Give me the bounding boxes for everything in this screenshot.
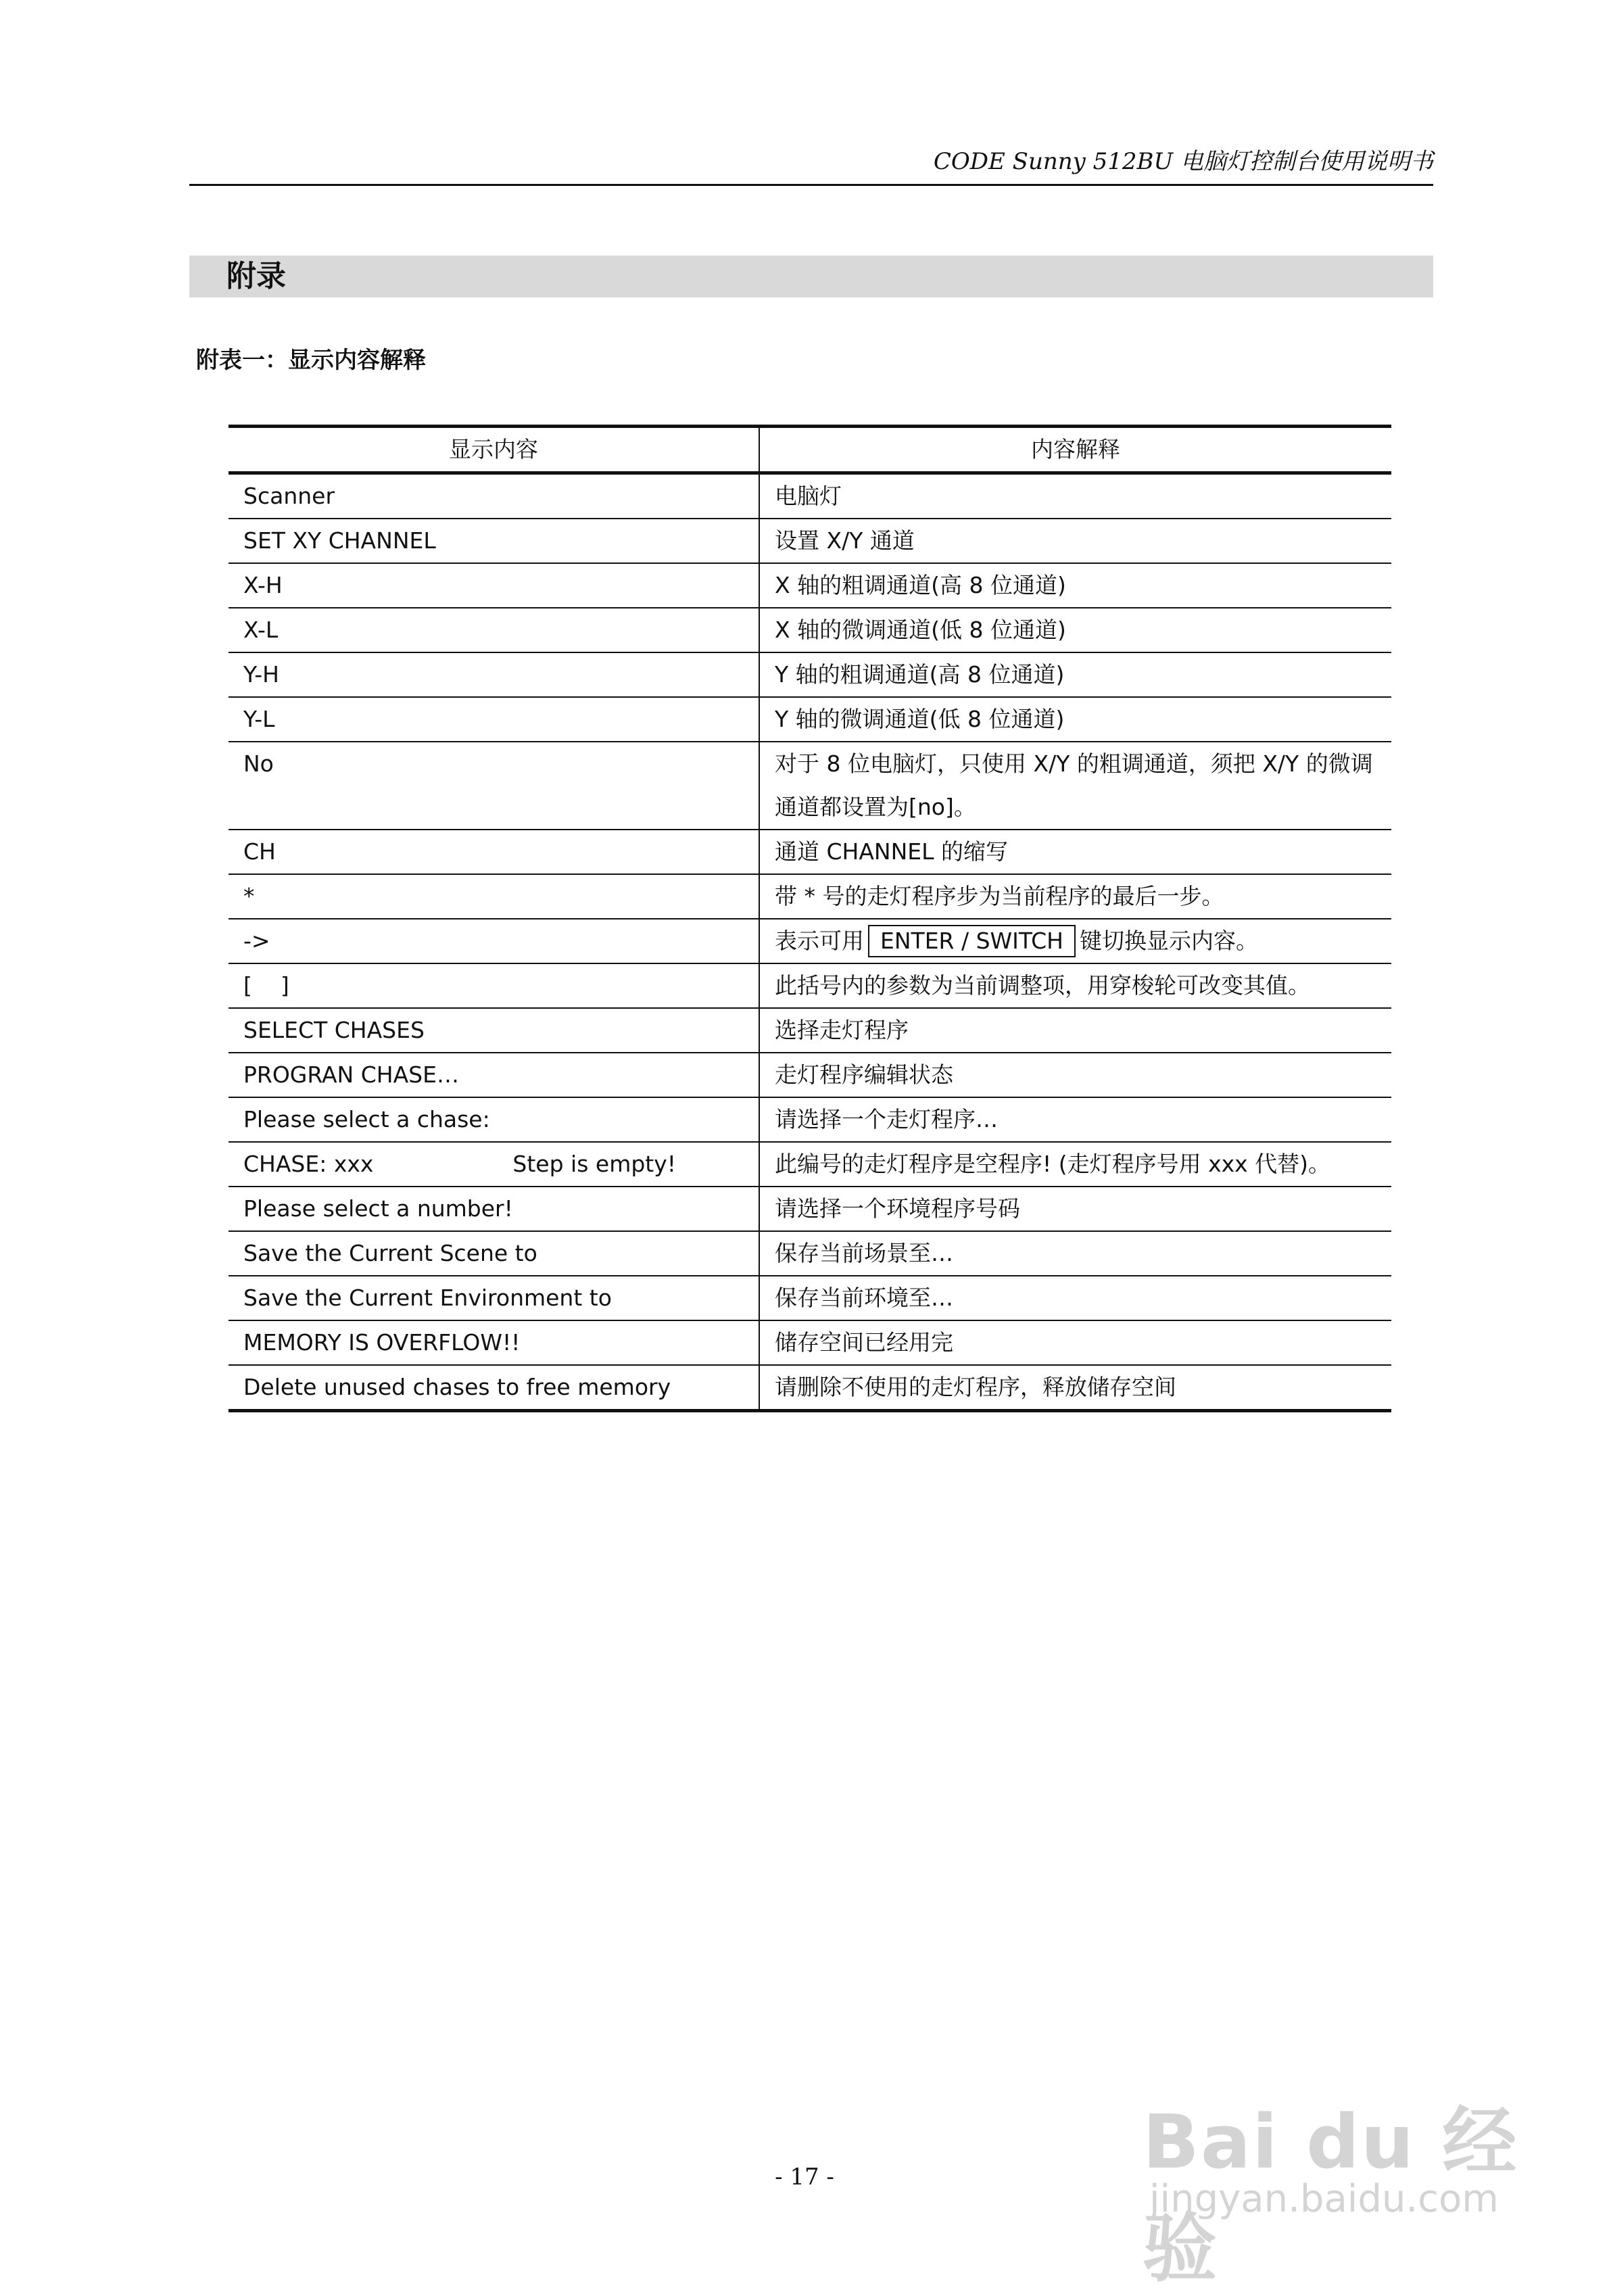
cell-display-split	[243, 1143, 676, 1186]
cell-explanation: 此编号的走灯程序是空程序! (走灯程序号用 xxx 代替)。	[759, 1142, 1391, 1187]
cell-display	[229, 1142, 759, 1187]
cell-display: Please select a number!	[229, 1187, 759, 1231]
cell-explanation: 请选择一个走灯程序…	[759, 1097, 1391, 1142]
cell-explanation: X 轴的微调通道(低 8 位通道)	[759, 608, 1391, 652]
cell-display-left: CHASE: xxx	[243, 1151, 374, 1177]
cell-display: X-L	[229, 608, 759, 652]
table-row	[229, 1320, 1391, 1365]
cell-display: SET XY CHANNEL	[229, 519, 759, 563]
table-row	[229, 608, 1391, 652]
cell-display: SELECT CHASES	[229, 1008, 759, 1053]
table-row	[229, 563, 1391, 608]
column-header-display: 显示内容	[229, 427, 759, 473]
cell-display: Scanner	[229, 473, 759, 519]
cell-display: ->	[229, 919, 759, 963]
enter-switch-key-label: ENTER / SWITCH	[868, 925, 1076, 957]
table-row	[229, 1097, 1391, 1142]
cell-explanation: 选择走灯程序	[759, 1008, 1391, 1053]
cell-display: Save the Current Scene to	[229, 1231, 759, 1276]
watermark-logo: Bai du 经验	[1143, 2099, 1518, 2292]
cell-explanation: 带 * 号的走灯程序步为当前程序的最后一步。	[759, 874, 1391, 919]
table-row	[229, 963, 1391, 1008]
baidu-watermark	[1143, 2042, 1548, 2292]
column-header-explanation: 内容解释	[759, 427, 1391, 473]
table-header-row	[229, 427, 1391, 473]
cell-explanation: 通道 CHANNEL 的缩写	[759, 830, 1391, 874]
running-header: CODE Sunny 512BU 电脑灯控制台使用说明书	[189, 145, 1433, 186]
cell-explanation	[759, 919, 1391, 963]
cell-explanation: Y 轴的微调通道(低 8 位通道)	[759, 697, 1391, 742]
table-row	[229, 1053, 1391, 1097]
cell-explanation: 对于 8 位电脑灯，只使用 X/Y 的粗调通道，须把 X/Y 的微调通道都设置为[no]。	[759, 742, 1391, 830]
cell-explanation: 请选择一个环境程序号码	[759, 1187, 1391, 1231]
cell-explanation: Y 轴的粗调通道(高 8 位通道)	[759, 652, 1391, 697]
cell-display: [ ]	[229, 963, 759, 1008]
table-row	[229, 1142, 1391, 1187]
explanation-text-before: 表示可用	[775, 928, 864, 954]
cell-display: Y-H	[229, 652, 759, 697]
page-number: - 17 -	[775, 2163, 834, 2191]
table-row	[229, 874, 1391, 919]
cell-display: X-H	[229, 563, 759, 608]
table-row	[229, 1365, 1391, 1411]
cell-display: PROGRAN CHASE…	[229, 1053, 759, 1097]
cell-explanation: 电脑灯	[759, 473, 1391, 519]
cell-explanation: X 轴的粗调通道(高 8 位通道)	[759, 563, 1391, 608]
cell-explanation: 保存当前环境至…	[759, 1276, 1391, 1320]
table-row	[229, 652, 1391, 697]
cell-display: *	[229, 874, 759, 919]
display-content-table	[229, 425, 1391, 1412]
table-row	[229, 919, 1391, 963]
section-title: 附录	[189, 256, 1433, 297]
cell-explanation: 此括号内的参数为当前调整项，用穿梭轮可改变其值。	[759, 963, 1391, 1008]
cell-display: Please select a chase:	[229, 1097, 759, 1142]
cell-display: Delete unused chases to free memory	[229, 1365, 759, 1411]
cell-display: Y-L	[229, 697, 759, 742]
table-row	[229, 1231, 1391, 1276]
table-row	[229, 1008, 1391, 1053]
cell-explanation: 设置 X/Y 通道	[759, 519, 1391, 563]
watermark-url: jingyan.baidu.com	[1149, 2177, 1499, 2221]
table-row	[229, 1187, 1391, 1231]
cell-explanation: 储存空间已经用完	[759, 1320, 1391, 1365]
table-row	[229, 742, 1391, 830]
cell-display: Save the Current Environment to	[229, 1276, 759, 1320]
cell-explanation: 走灯程序编辑状态	[759, 1053, 1391, 1097]
cell-explanation: 保存当前场景至…	[759, 1231, 1391, 1276]
table-row	[229, 519, 1391, 563]
cell-display: MEMORY IS OVERFLOW!!	[229, 1320, 759, 1365]
cell-explanation: 请删除不使用的走灯程序，释放储存空间	[759, 1365, 1391, 1411]
table-row	[229, 1276, 1391, 1320]
table-row	[229, 830, 1391, 874]
cell-display: No	[229, 742, 759, 830]
explanation-text-after: 键切换显示内容。	[1079, 928, 1258, 954]
table-row	[229, 473, 1391, 519]
cell-display: CH	[229, 830, 759, 874]
table-caption: 附表一：显示内容解释	[196, 347, 426, 374]
table-row	[229, 697, 1391, 742]
cell-display-right: Step is empty!	[512, 1151, 676, 1177]
